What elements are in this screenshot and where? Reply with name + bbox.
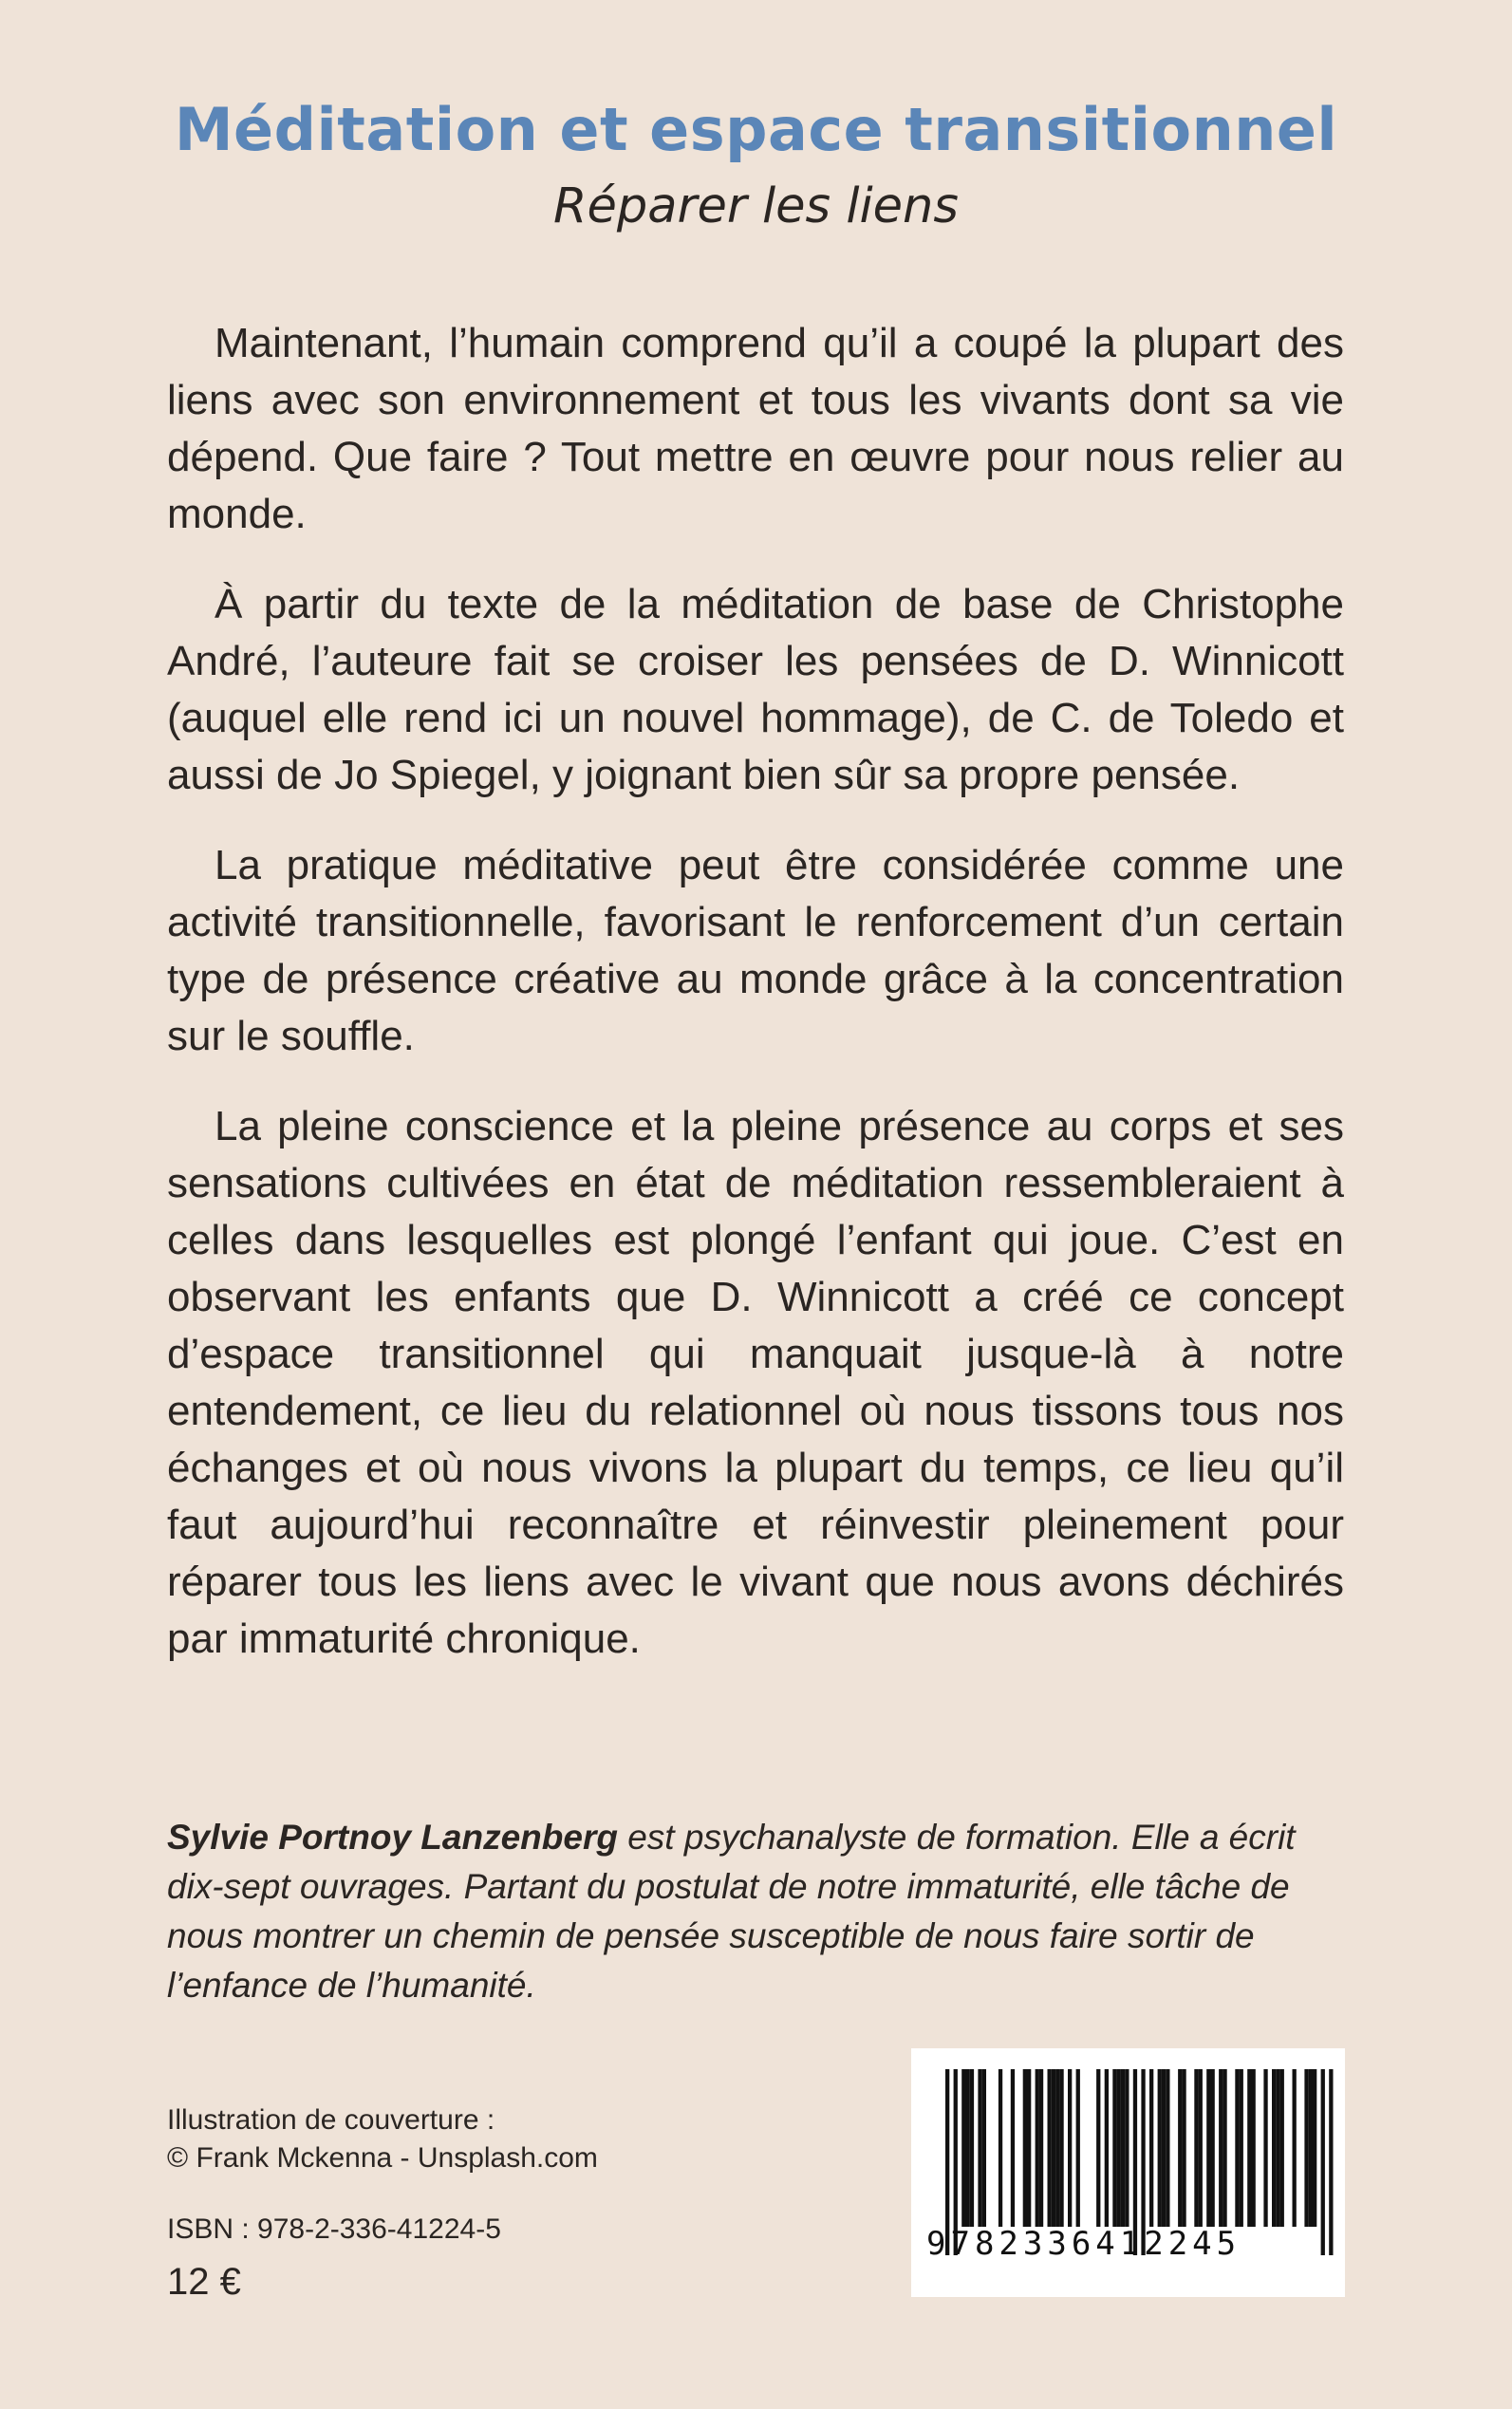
isbn: ISBN : 978-2-336-41224-5 (167, 2213, 501, 2245)
cover-credit-source: © Frank Mckenna - Unsplash.com (167, 2142, 598, 2174)
barcode-bar (1011, 2069, 1015, 2227)
paragraph-4: La pleine conscience et la pleine présence au corps et ses sensations cultivées en état de méditation ressembleraient à celles dans lesquelles est plongé l’enfant qui joue. C’est en observant les enfants que D. Winnicott a créé ce concept d’espace transitionnel qui manquait jusque-là à notre entendement, ce lieu du relationnel où nous tissons tous nos échanges et où nous vivons la plupart du temps, ce lieu qu’il faut aujourd’hui reconnaître et réinvestir pleinement pour réparer tous les liens avec le vivant que nous avons déchirés par immaturité chronique. (167, 1103, 1344, 1662)
barcode-bar (1309, 2069, 1313, 2227)
barcode-bar (1304, 2069, 1308, 2227)
paragraph-3: La pratique méditative peut être considérée comme une activité transitionnelle, favorisant le renforcement d’un certain type de présence créative au monde grâce à la concentration sur le souffle. (167, 842, 1344, 1059)
barcode-bar (1036, 2069, 1039, 2227)
barcode-bar (1293, 2069, 1297, 2227)
barcode-bar (1052, 2069, 1055, 2227)
barcode-bar (1096, 2069, 1100, 2227)
barcode-bar (1121, 2069, 1125, 2227)
barcode-bar (1158, 2069, 1162, 2227)
barcode-bar (1272, 2069, 1276, 2227)
paragraph-1: Maintenant, l’humain comprend qu’il a coupé la plupart des liens avec son environnement et tous les vivants dont sa vie dépend. Que faire ? Tout mettre en œuvre pour nous relier au monde. (167, 320, 1344, 537)
barcode-bar (1263, 2069, 1267, 2227)
barcode-digits: 9782336412245 (926, 2225, 1241, 2263)
cover-credit-label: Illustration de couverture : (167, 2104, 495, 2136)
barcode-bar (970, 2069, 974, 2227)
barcode-bar (1117, 2069, 1121, 2227)
barcode-bar (1166, 2069, 1169, 2227)
barcode-bar (1252, 2069, 1256, 2227)
barcode-bar (1206, 2069, 1210, 2227)
barcode-bar (966, 2069, 970, 2227)
barcode-bar (1223, 2069, 1226, 2227)
barcode-bar (961, 2069, 965, 2227)
barcode (911, 2048, 1345, 2297)
book-subtitle: Réparer les liens (553, 178, 959, 234)
barcode-bar (1235, 2069, 1239, 2227)
barcode-bar (1178, 2069, 1182, 2227)
author-bio-text: est psychanalyste de formation. Elle a écrit dix-sept ouvrages. Partant du postulat de notre immaturité, elle tâche de nous montrer un chemin de pensée susceptible de nous faire sortir de l’enfance de l’humanité. (167, 1818, 1296, 2005)
barcode-bar (999, 2069, 1002, 2227)
barcode-bar (1211, 2069, 1215, 2227)
barcode-bar (982, 2069, 986, 2227)
barcode-bar (1313, 2069, 1316, 2227)
barcode-bar (1027, 2069, 1031, 2227)
barcode-bar (1076, 2069, 1080, 2227)
barcode-bar (1023, 2069, 1027, 2227)
cover-credit (167, 2101, 598, 2177)
barcode-bar (1149, 2069, 1153, 2227)
author-name: Sylvie Portnoy Lanzenberg (167, 1818, 618, 1857)
barcode-bar (1219, 2069, 1223, 2227)
barcode-bar (1105, 2069, 1109, 2227)
barcode-bar (1048, 2069, 1052, 2227)
barcode-bar (1059, 2069, 1063, 2227)
barcode-bar (978, 2069, 981, 2227)
barcode-bar (1199, 2069, 1203, 2227)
barcode-bar (1068, 2069, 1072, 2227)
barcode-bar (1162, 2069, 1166, 2227)
author-bio (167, 1813, 1344, 2010)
back-cover-description (167, 315, 1344, 1701)
book-title: Méditation et espace transitionnel (174, 95, 1338, 164)
price: 12 € (167, 2261, 241, 2303)
barcode-bar (1039, 2069, 1043, 2227)
barcode-bar (1280, 2069, 1284, 2227)
barcode-bar (1125, 2069, 1129, 2227)
barcode-bar (1194, 2069, 1198, 2227)
barcode-bar (1240, 2069, 1243, 2227)
barcode-bar (1055, 2069, 1059, 2227)
barcode-bar (1182, 2069, 1185, 2227)
barcode-bar (1247, 2069, 1251, 2227)
barcode-bar (1112, 2069, 1116, 2227)
barcode-bar (1276, 2069, 1279, 2227)
paragraph-2: À partir du texte de la méditation de base de Christophe André, l’auteure fait se croiser les pensées de D. Winnicott (auquel elle rend ici un nouvel hommage), de C. de Toledo et aussi de Jo Spiegel, y joignant bien sûr sa propre pensée. (167, 581, 1344, 798)
